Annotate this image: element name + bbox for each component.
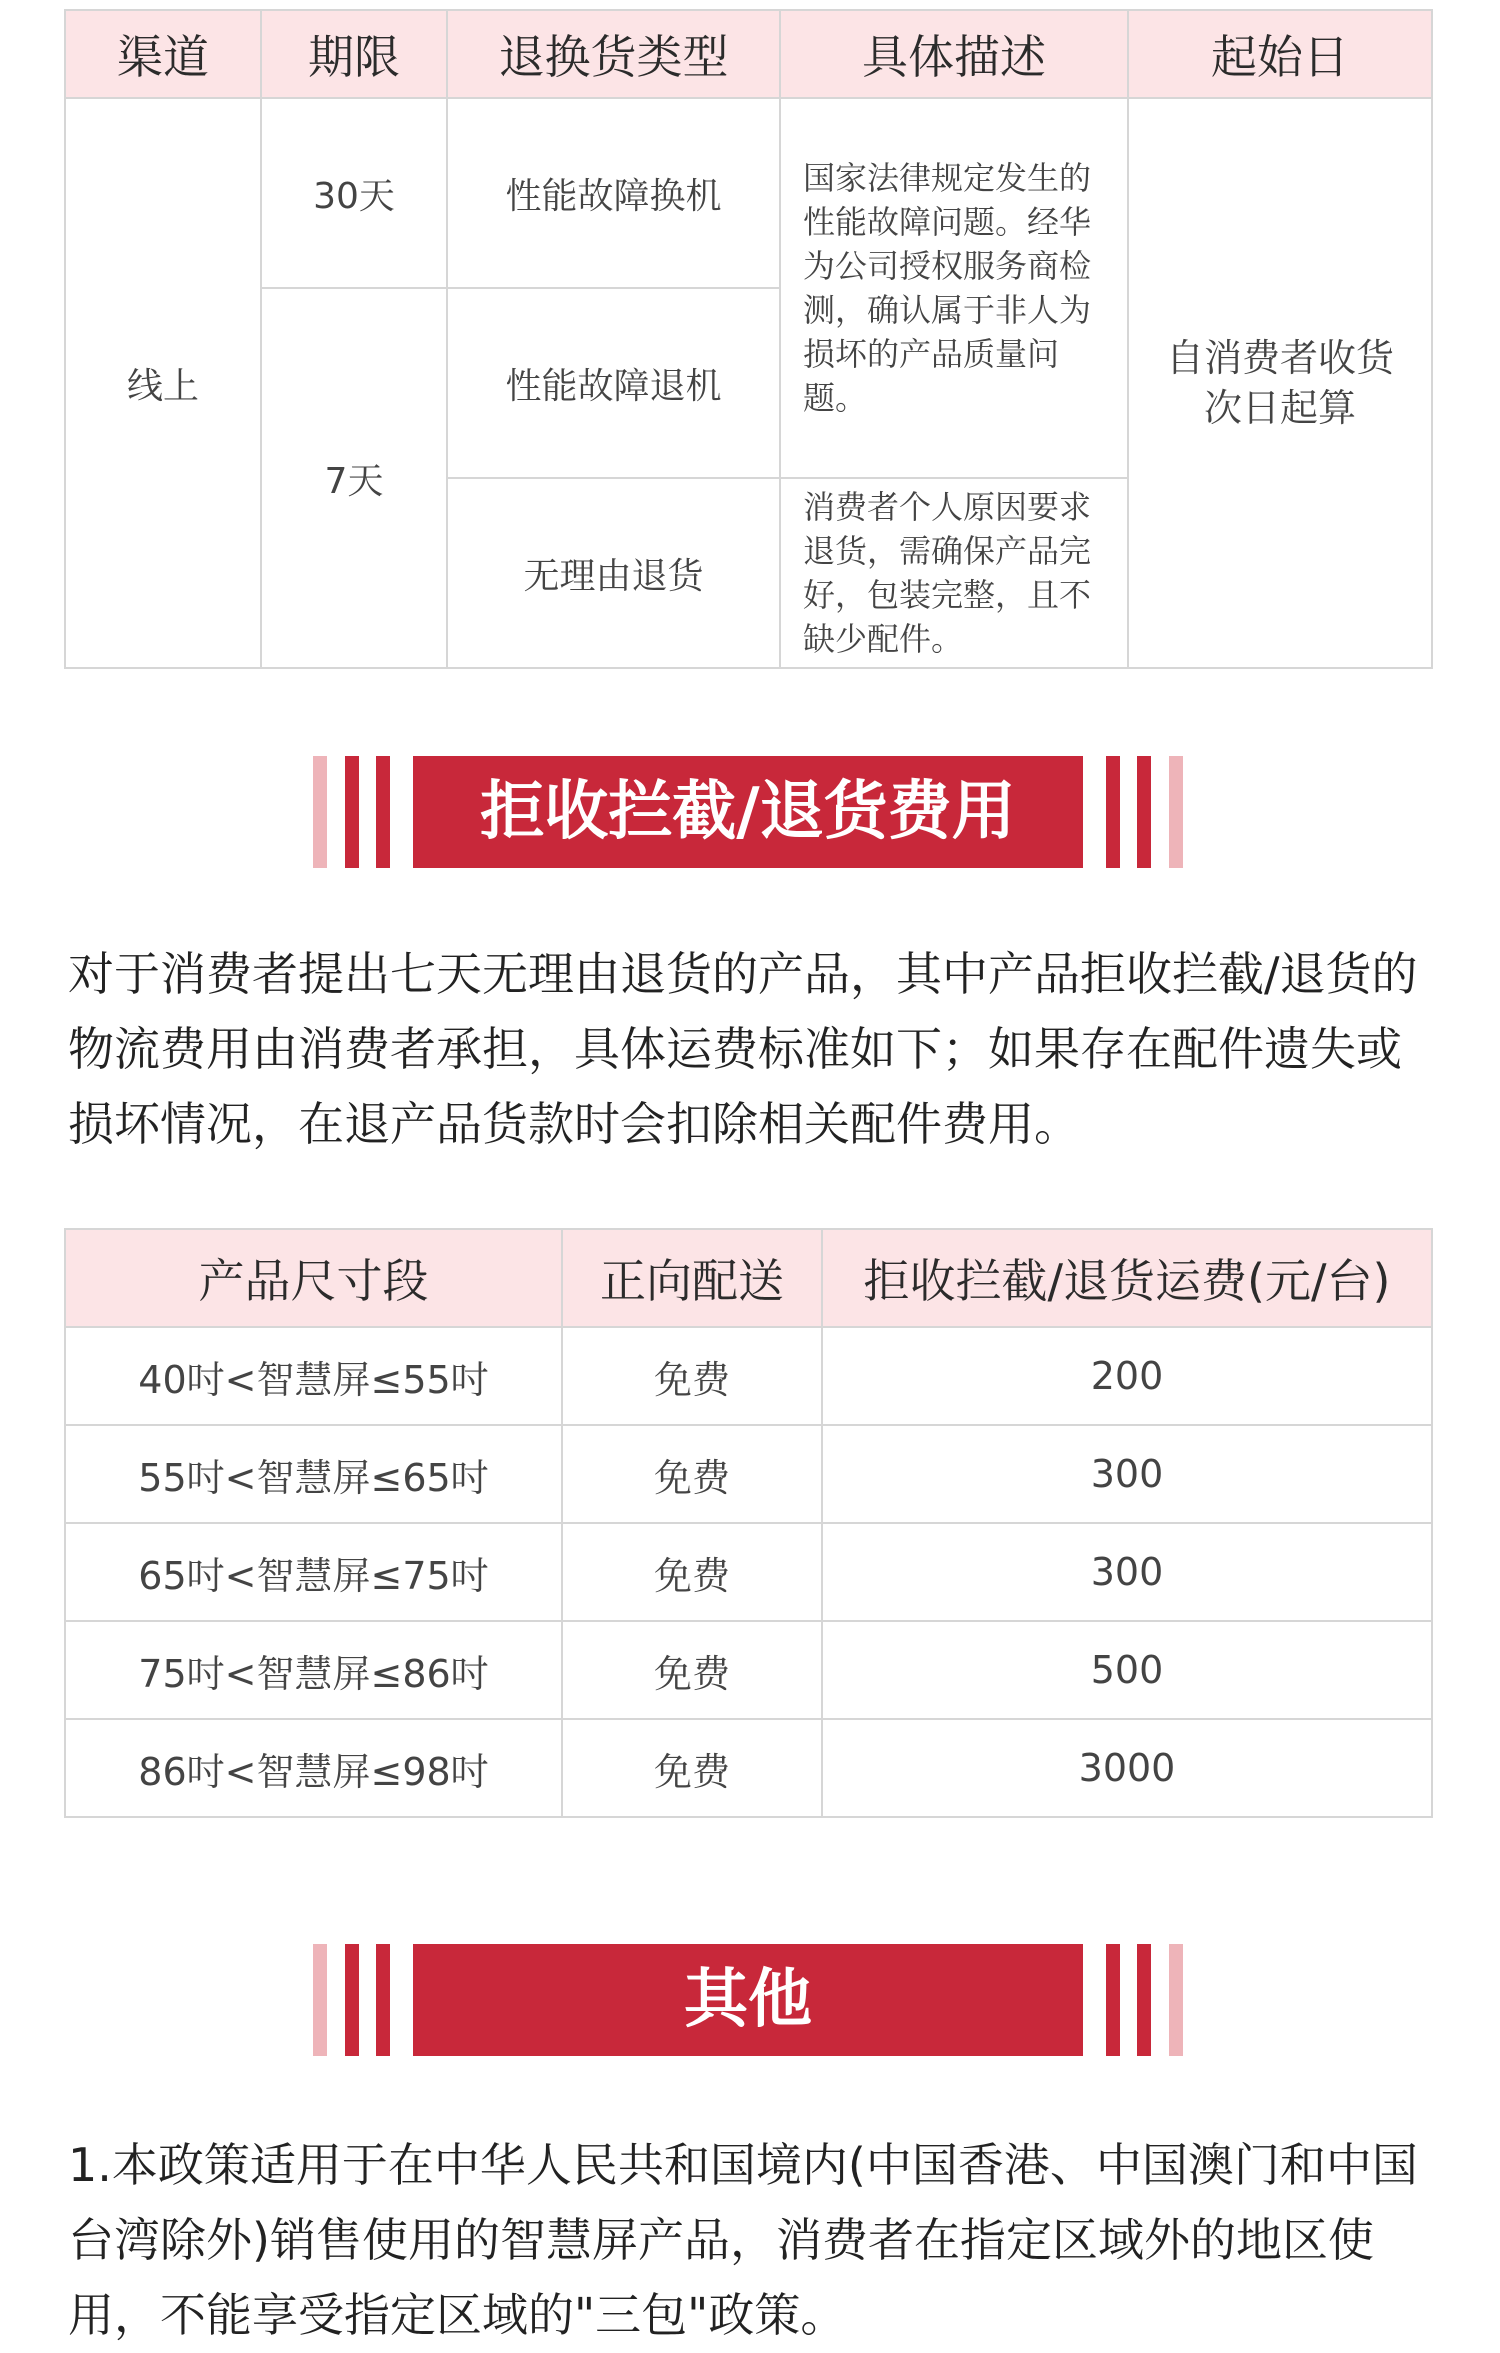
banner-stripe (1106, 756, 1120, 868)
table-row (65, 1327, 1432, 1425)
banner-stripe (1169, 1944, 1183, 2056)
size-cell: 75吋<智慧屏≤86吋 (65, 1621, 562, 1719)
fee-cell: 300 (822, 1523, 1432, 1621)
fee-cell: 200 (822, 1327, 1432, 1425)
header-channel: 渠道 (65, 10, 261, 98)
start-day-cell (1128, 98, 1432, 668)
table-row (65, 1719, 1432, 1817)
size-cell: 40吋<智慧屏≤55吋 (65, 1327, 562, 1425)
banner-stripe (1106, 1944, 1120, 2056)
delivery-cell: 免费 (562, 1523, 822, 1621)
header-start-day: 起始日 (1128, 10, 1432, 98)
table-row (65, 1621, 1432, 1719)
delivery-cell: 免费 (562, 1621, 822, 1719)
size-cell: 86吋<智慧屏≤98吋 (65, 1719, 562, 1817)
fees-paragraph: 对于消费者提出七天无理由退货的产品，其中产品拒收拦截/退货的物流费用由消费者承担，具体运费标准如下；如果存在配件遗失或损坏情况，在退产品货款时会扣除相关配件费用。 (68, 947, 1418, 1151)
banner-stripe (1169, 756, 1183, 868)
desc-no-reason-cell: 消费者个人原因要求退货，需确保产品完好，包装完整，且不缺少配件。 (780, 478, 1128, 668)
fee-table (64, 1228, 1433, 1818)
return-policy-table (64, 9, 1433, 669)
banner-stripe (313, 1944, 327, 2056)
banner-stripe (1137, 1944, 1151, 2056)
header-delivery: 正向配送 (562, 1229, 822, 1327)
table-row (65, 1523, 1432, 1621)
channel-cell: 线上 (65, 98, 261, 668)
start-day-text: 自消费者收货次日起算 (1165, 336, 1394, 430)
fee-cell: 300 (822, 1425, 1432, 1523)
delivery-cell: 免费 (562, 1719, 822, 1817)
header-description: 具体描述 (780, 10, 1128, 98)
section-banner-other (313, 1944, 1183, 2056)
delivery-cell: 免费 (562, 1327, 822, 1425)
desc-fault-cell: 国家法律规定发生的性能故障问题。经华为公司授权服务商检测，确认属于非人为损坏的产品质量问题。 (780, 98, 1128, 478)
period-7-cell: 7天 (261, 288, 447, 668)
banner-stripe (1137, 756, 1151, 868)
banner-stripe (345, 756, 359, 868)
section-title-other: 其他 (413, 1944, 1083, 2056)
type-exchange-cell: 性能故障换机 (447, 98, 780, 288)
section-banner-fees (313, 756, 1183, 868)
table-header-row (65, 1229, 1432, 1327)
section-title-fees: 拒收拦截/退货费用 (413, 756, 1083, 868)
type-no-reason-cell: 无理由退货 (447, 478, 780, 668)
table-row (65, 98, 1432, 288)
size-cell: 65吋<智慧屏≤75吋 (65, 1523, 562, 1621)
table-row (65, 1425, 1432, 1523)
header-type: 退换货类型 (447, 10, 780, 98)
banner-stripe (376, 1944, 390, 2056)
table-header-row (65, 10, 1432, 98)
banner-stripe (313, 756, 327, 868)
banner-stripe (376, 756, 390, 868)
header-return-fee: 拒收拦截/退货运费(元/台) (822, 1229, 1432, 1327)
size-cell: 55吋<智慧屏≤65吋 (65, 1425, 562, 1523)
fee-cell: 3000 (822, 1719, 1432, 1817)
period-30-cell: 30天 (261, 98, 447, 288)
header-size: 产品尺寸段 (65, 1229, 562, 1327)
delivery-cell: 免费 (562, 1425, 822, 1523)
banner-stripe (345, 1944, 359, 2056)
fee-cell: 500 (822, 1621, 1432, 1719)
type-return-cell: 性能故障退机 (447, 288, 780, 478)
header-period: 期限 (261, 10, 447, 98)
other-paragraph: 1.本政策适用于在中华人民共和国境内(中国香港、中国澳门和中国台湾除外)销售使用的智慧屏产品，消费者在指定区域外的地区使用，不能享受指定区域的"三包"政策。 (68, 2138, 1418, 2342)
